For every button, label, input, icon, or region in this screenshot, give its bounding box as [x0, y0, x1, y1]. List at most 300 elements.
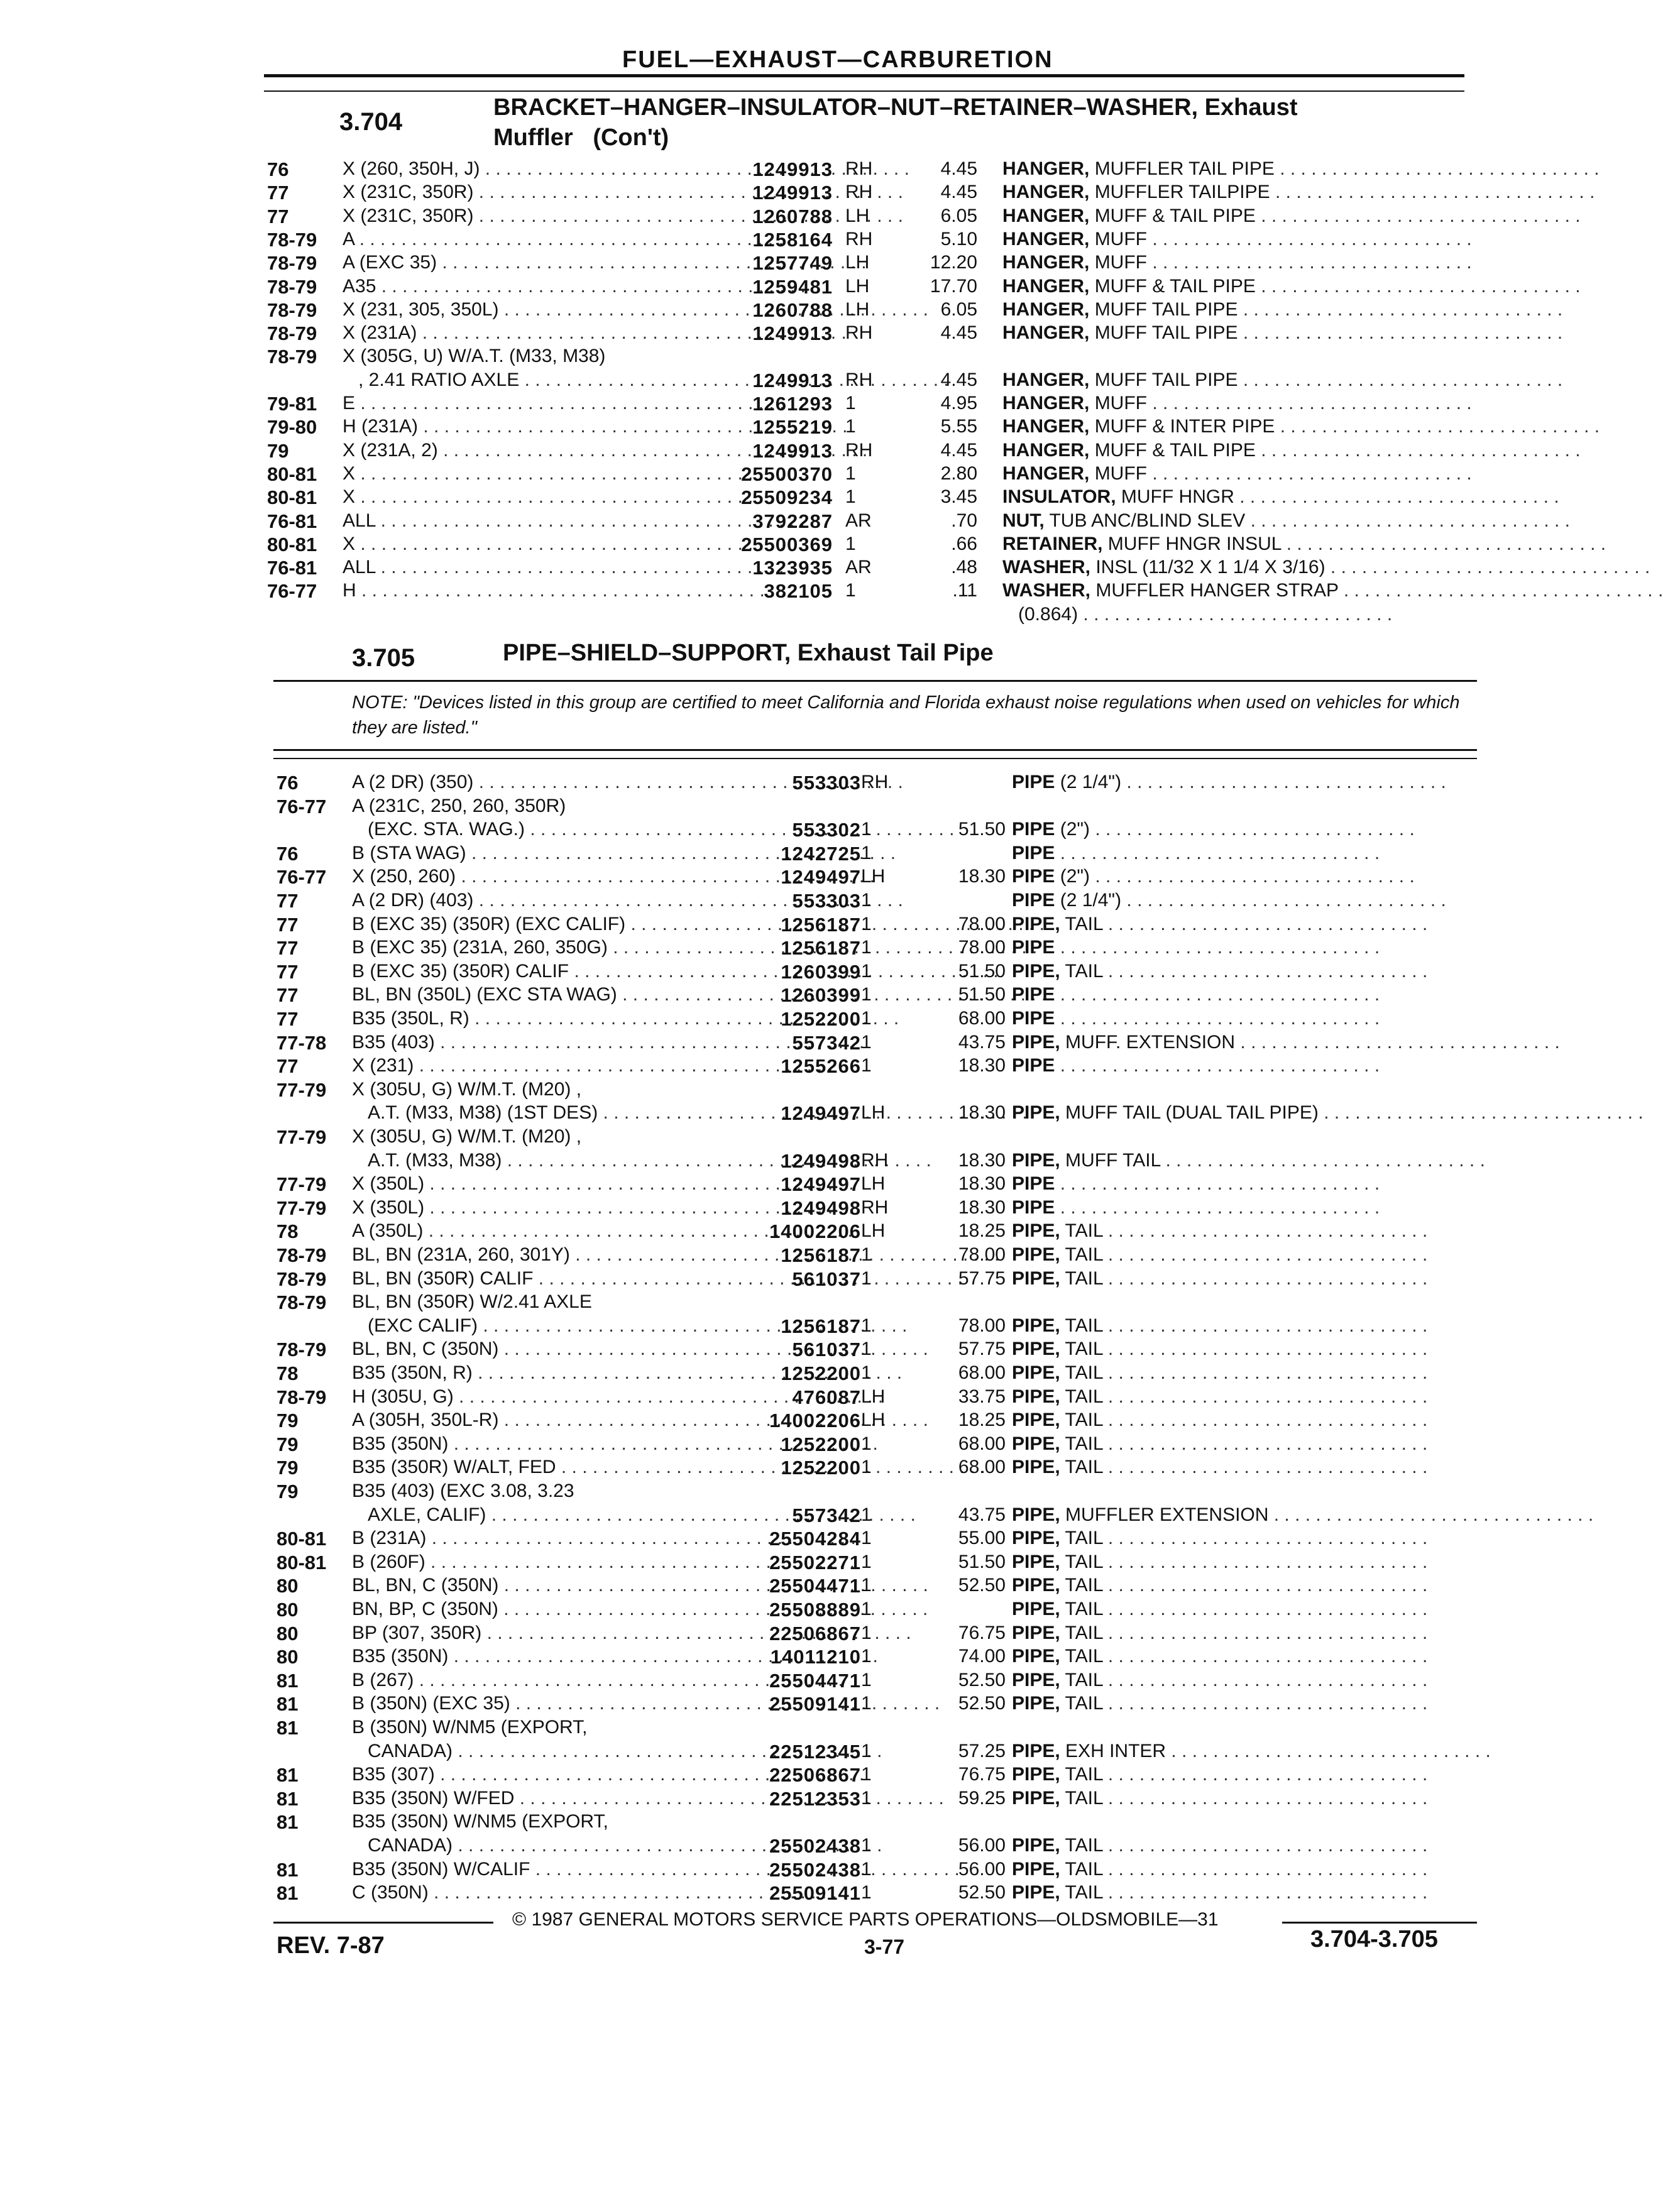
description: HANGER, MUFF TAIL PIPE . . . . . . . . . . . . . . . . . . . . . . . . . . . . . . . [1002, 322, 1563, 344]
row-model-cont: AXLE, CALIF) . . . [368, 1504, 691, 1526]
row-year: 80 [277, 1575, 299, 1597]
row-year: 80-81 [267, 486, 317, 509]
row-year: 81 [277, 1669, 299, 1692]
row-model: X (260, 350H, J) . . . [343, 158, 669, 180]
row-model: X (231A, 2) . . . [343, 440, 669, 461]
part-number: 1256187 [781, 1244, 861, 1266]
section-rule [273, 680, 1477, 682]
description-text: TAIL [1065, 1787, 1103, 1809]
part-number: 22512345 [769, 1740, 861, 1763]
part-number: 1249913 [752, 439, 833, 462]
part-number: 1249497 [781, 1102, 861, 1125]
price: 18.25 [958, 1410, 1006, 1431]
description: PIPE, MUFFLER EXTENSION . . . . . . . . . . . . . . . . . . . . . . . . . . . . . . . [1012, 1504, 1594, 1525]
price: 18.30 [958, 866, 1006, 887]
description-keyword: PIPE, [1012, 960, 1060, 982]
price: 51.50 [958, 819, 1006, 840]
price: 4.45 [940, 369, 977, 390]
table-row [277, 843, 1483, 867]
part-number: 1249497 [781, 866, 861, 889]
description: PIPE, TAIL . . . . . . . . . . . . . . . . . . . . . . . . . . . . . . . [1012, 1599, 1428, 1619]
section-title: PIPE–SHIELD–SUPPORT, Exhaust Tail Pipe [503, 640, 994, 666]
quantity: 1 [861, 1858, 872, 1880]
description-text: TAIL [1065, 1669, 1103, 1690]
description: PIPE (2 1/4") . . . . . . . . . . . . . . . . . . . . . . . . . . . . . . . [1012, 772, 1446, 792]
part-number: 1242725 [781, 842, 861, 865]
row-model: X (231A) . . . [343, 322, 669, 344]
description-text: (2") [1060, 819, 1090, 840]
price: 57.75 [958, 1268, 1006, 1289]
row-year: 78-79 [267, 298, 317, 321]
row-year: 78-79 [267, 275, 317, 298]
part-number: 22512353 [769, 1787, 861, 1810]
description-keyword: HANGER, [1002, 439, 1090, 461]
row-year: 81 [277, 1882, 299, 1905]
table-row [277, 890, 1483, 914]
description: PIPE, TAIL . . . . . . . . . . . . . . . . . . . . . . . . . . . . . . . [1012, 1764, 1428, 1785]
description: PIPE . . . . . . . . . . . . . . . . . . . . . . . . . . . . . . . [1012, 984, 1380, 1005]
description: PIPE, TAIL . . . . . . . . . . . . . . . . . . . . . . . . . . . . . . . [1012, 1315, 1428, 1336]
row-model: BL, BN (350R) W/2.41 AXLE [352, 1291, 592, 1313]
part-number: 1256187 [781, 1315, 861, 1337]
description-text: MUFFLER EXTENSION [1065, 1504, 1269, 1525]
description-text: MUFF HNGR INSUL [1107, 533, 1282, 554]
table-row [277, 1623, 1483, 1646]
table-row [277, 1882, 1483, 1906]
description-text: TAIL [1065, 1339, 1103, 1360]
description-text: TAIL [1065, 1622, 1103, 1643]
description-keyword: PIPE [1012, 1196, 1055, 1218]
description: PIPE, TAIL . . . . . . . . . . . . . . . . . . . . . . . . . . . . . . . [1012, 1669, 1428, 1690]
description-keyword: PIPE, [1012, 1882, 1060, 1903]
row-model: C (350N) . . . [352, 1882, 691, 1903]
price: 18.30 [958, 1196, 1006, 1218]
price: 55.00 [958, 1528, 1006, 1549]
quantity: 1 [861, 1622, 872, 1643]
row-year: 76-77 [277, 866, 327, 889]
table-row [277, 772, 1483, 796]
quantity: 1 [861, 1693, 872, 1714]
price: 51.50 [958, 1551, 1006, 1572]
description: HANGER, MUFF & TAIL PIPE . . . . . . . . . . . . . . . . . . . . . . . . . . . . . . . [1002, 205, 1581, 226]
row-model: BL, BN, C (350N) . . . [352, 1339, 691, 1360]
section-subtitle: Muffler (Con't) [493, 124, 669, 151]
description: HANGER, MUFF . . . . . . . . . . . . . . . . . . . . . . . . . . . . . . . [1002, 393, 1472, 413]
row-year: 77-79 [277, 1196, 327, 1219]
description: HANGER, MUFF & TAIL PIPE . . . . . . . . . . . . . . . . . . . . . . . . . . . . . . . [1002, 275, 1581, 297]
quantity: 1 [861, 1433, 872, 1454]
quantity: 1 [861, 1504, 872, 1525]
description: HANGER, MUFF & TAIL PIPE . . . . . . . . . . . . . . . . . . . . . . . . . . . . . . . [1002, 439, 1581, 461]
part-number: 25502438 [769, 1835, 861, 1857]
part-number: 3792287 [752, 510, 833, 532]
price: 18.30 [958, 1102, 1006, 1124]
description: NUT, TUB ANC/BLIND SLEV . . . . . . . . . . . . . . . . . . . . . . . . . . . . . . . [1002, 510, 1571, 531]
row-model: E . . . [343, 393, 669, 414]
part-number: 1257749 [752, 252, 833, 275]
revision: REV. 7-87 [277, 1932, 385, 1959]
row-year: 78-79 [267, 322, 317, 345]
quantity: 1 [861, 1339, 872, 1360]
description-cont: (0.864) . . . . . . . . . . . . . . . . . . . . . . . . . . . . . . [1018, 603, 1393, 625]
row-model: B35 (350R) W/ALT, FED . . . [352, 1457, 691, 1478]
row-year: 76-81 [267, 557, 317, 579]
row-model: B (350N) (EXC 35) . . . [352, 1693, 691, 1714]
table-row [277, 1150, 1483, 1174]
row-model: B35 (350N) W/CALIF . . . [352, 1859, 691, 1880]
table-row [277, 1859, 1483, 1883]
description: PIPE, TAIL . . . . . . . . . . . . . . . . . . . . . . . . . . . . . . . [1012, 1693, 1428, 1714]
description-keyword: PIPE [1012, 937, 1055, 958]
description: PIPE, TAIL . . . . . . . . . . . . . . . . . . . . . . . . . . . . . . . [1012, 913, 1428, 934]
quantity: AR [845, 557, 872, 578]
row-year: 77 [277, 913, 299, 936]
section-note: NOTE: "Devices listed in this group are certified to meet California and Florida exhaust noise regulations when used on vehicles for which they are listed." [352, 693, 1460, 738]
description-text: MUFF [1094, 463, 1147, 484]
description: PIPE, TAIL . . . . . . . . . . . . . . . . . . . . . . . . . . . . . . . [1012, 1528, 1428, 1549]
table-row [277, 1528, 1483, 1552]
row-model: B35 (350L, R) . . . [352, 1008, 691, 1029]
description: PIPE, TAIL . . . . . . . . . . . . . . . . . . . . . . . . . . . . . . . [1012, 1646, 1428, 1667]
row-model: B35 (307) . . . [352, 1764, 691, 1785]
description: PIPE, TAIL . . . . . . . . . . . . . . . . . . . . . . . . . . . . . . . [1012, 1220, 1428, 1242]
row-model: B (231A) . . . [352, 1528, 691, 1549]
quantity: 1 [861, 1362, 872, 1383]
description-keyword: PIPE [1012, 819, 1055, 840]
price: 68.00 [958, 1008, 1006, 1029]
row-year: 78-79 [277, 1339, 327, 1361]
description-keyword: PIPE, [1012, 1362, 1060, 1383]
row-year: 77 [277, 1008, 299, 1030]
description: PIPE, TAIL . . . . . . . . . . . . . . . . . . . . . . . . . . . . . . . [1012, 1244, 1428, 1265]
row-year: 80-81 [277, 1528, 327, 1550]
price: 4.45 [940, 158, 977, 179]
quantity: RH [845, 322, 873, 344]
description: PIPE, TAIL . . . . . . . . . . . . . . . . . . . . . . . . . . . . . . . [1012, 1787, 1428, 1809]
description-keyword: HANGER, [1002, 228, 1090, 249]
header-rule [264, 74, 1464, 77]
description: HANGER, MUFF TAIL PIPE . . . . . . . . . . . . . . . . . . . . . . . . . . . . . . . [1002, 369, 1563, 390]
table-row [277, 1008, 1483, 1032]
row-year: 77 [277, 960, 299, 983]
description-keyword: PIPE, [1012, 1575, 1060, 1596]
description: PIPE, MUFF TAIL (DUAL TAIL PIPE) . . . . . . . . . . . . . . . . . . . . . . . . . . . . . . . [1012, 1102, 1644, 1124]
description-text: TAIL [1065, 1244, 1103, 1265]
table-row [267, 533, 1606, 557]
row-year: 81 [277, 1811, 299, 1834]
row-model: X (250, 260) . . . [352, 866, 691, 887]
quantity: 1 [861, 913, 872, 934]
row-year: 77 [277, 937, 299, 960]
price: 12.20 [930, 252, 977, 273]
part-number: 1249498 [781, 1149, 861, 1172]
quantity: 1 [861, 1528, 872, 1549]
price: 68.00 [958, 1433, 1006, 1454]
row-year: 78-79 [277, 1291, 327, 1314]
row-model-cont: (EXC. STA. WAG.) . . . [368, 819, 691, 840]
description-text: (2") [1060, 866, 1090, 887]
quantity: 1 [861, 1268, 872, 1289]
table-row [277, 961, 1483, 985]
quantity: 1 [861, 1740, 872, 1761]
quantity: RH [845, 369, 873, 390]
description: HANGER, MUFFLER TAILPIPE . . . . . . . . . . . . . . . . . . . . . . . . . . . . . . . [1002, 182, 1595, 203]
quantity: RH [861, 772, 889, 792]
price: 74.00 [958, 1646, 1006, 1667]
price: 18.30 [958, 1055, 1006, 1076]
description-keyword: PIPE, [1012, 1102, 1060, 1124]
row-model: BL, BN (231A, 260, 301Y) . . . [352, 1244, 691, 1266]
row-model: A (EXC 35) . . . [343, 252, 669, 273]
price: 76.75 [958, 1622, 1006, 1643]
price: 68.00 [958, 1457, 1006, 1478]
description-keyword: PIPE, [1012, 1764, 1060, 1785]
description: PIPE, TAIL . . . . . . . . . . . . . . . . . . . . . . . . . . . . . . . [1012, 1575, 1428, 1596]
row-model: ALL . . . [343, 557, 669, 578]
row-model: A (2 DR) (350) . . . [352, 772, 691, 793]
part-number: 1256187 [781, 937, 861, 960]
description: PIPE, TAIL . . . . . . . . . . . . . . . . . . . . . . . . . . . . . . . [1012, 1339, 1428, 1360]
part-number: 557342 [792, 1504, 861, 1526]
description-text: MUFF [1094, 393, 1147, 413]
description: PIPE . . . . . . . . . . . . . . . . . . . . . . . . . . . . . . . [1012, 1055, 1380, 1076]
row-year: 79 [277, 1410, 299, 1432]
part-number: 1255266 [781, 1055, 861, 1078]
description: HANGER, MUFFLER TAIL PIPE . . . . . . . . . . . . . . . . . . . . . . . . . . . . . . . [1002, 158, 1600, 179]
description-keyword: PIPE, [1012, 1220, 1060, 1242]
row-model: A (231C, 250, 260, 350R) [352, 795, 566, 816]
part-number: 22506867 [769, 1764, 861, 1787]
description: PIPE, TAIL . . . . . . . . . . . . . . . . . . . . . . . . . . . . . . . [1012, 1457, 1428, 1478]
description-keyword: RETAINER, [1002, 533, 1103, 554]
quantity: 1 [845, 580, 856, 601]
row-model: A . . . [343, 229, 669, 250]
quantity: RH [861, 1149, 889, 1171]
table-row [277, 1386, 1483, 1410]
table-row [277, 1197, 1483, 1221]
footer-rule-left [273, 1922, 493, 1924]
description: PIPE . . . . . . . . . . . . . . . . . . . . . . . . . . . . . . . [1012, 842, 1380, 863]
part-number: 1249498 [781, 1196, 861, 1219]
price: 4.45 [940, 439, 977, 461]
row-model: X (305U, G) W/M.T. (M20) , [352, 1126, 582, 1147]
description: PIPE, MUFF. EXTENSION . . . . . . . . . . . . . . . . . . . . . . . . . . . . . . . [1012, 1031, 1560, 1053]
price: 5.55 [940, 416, 977, 437]
price: 56.00 [958, 1835, 1006, 1856]
row-model: A (305H, 350L-R) . . . [352, 1410, 691, 1431]
part-number: 25500369 [741, 533, 833, 556]
page-number: 3-77 [864, 1936, 905, 1958]
price: 33.75 [958, 1386, 1006, 1407]
row-year: 77-79 [277, 1173, 327, 1196]
row-year: 78-79 [277, 1268, 327, 1290]
description-keyword: PIPE, [1012, 1693, 1060, 1714]
description: PIPE, TAIL . . . . . . . . . . . . . . . . . . . . . . . . . . . . . . . [1012, 1386, 1428, 1407]
table-row [277, 1693, 1483, 1717]
row-year: 79 [277, 1457, 299, 1479]
price: 18.30 [958, 1173, 1006, 1195]
row-model: B (350N) W/NM5 (EXPORT, [352, 1717, 588, 1738]
section-title: BRACKET–HANGER–INSULATOR–NUT–RETAINER–WASHER, Exhaust [493, 94, 1298, 121]
description: PIPE, TAIL . . . . . . . . . . . . . . . . . . . . . . . . . . . . . . . [1012, 1268, 1428, 1289]
quantity: LH [861, 1102, 886, 1124]
table-row [267, 182, 1595, 205]
row-model-cont: , 2.41 RATIO AXLE . . . [358, 370, 669, 391]
part-number: 22506867 [769, 1622, 861, 1645]
row-model: B35 (350N) . . . [352, 1433, 691, 1455]
table-row [277, 1055, 1483, 1079]
quantity: 1 [845, 393, 856, 413]
table-row [277, 1552, 1483, 1575]
description: PIPE . . . . . . . . . . . . . . . . . . . . . . . . . . . . . . . [1012, 1196, 1380, 1218]
table-row [277, 1670, 1483, 1694]
row-model: B35 (350N, R) . . . [352, 1362, 691, 1384]
part-number: 25504471 [769, 1575, 861, 1597]
table-row [277, 1646, 1483, 1670]
price: 78.00 [958, 1244, 1006, 1265]
row-year: 77 [277, 890, 299, 912]
row-year: 80-81 [267, 533, 317, 556]
part-number: 1252200 [781, 1433, 861, 1455]
description-text: TAIL [1065, 1386, 1103, 1407]
quantity: LH [845, 252, 870, 273]
row-year: 80 [277, 1646, 299, 1668]
description-text: MUFF TAIL PIPE [1094, 322, 1238, 344]
part-number: 476087 [792, 1386, 861, 1408]
table-row [267, 205, 1581, 229]
row-year: 76-77 [267, 580, 317, 603]
quantity: 1 [861, 937, 872, 958]
table-row [277, 1599, 1483, 1623]
table-row [267, 322, 1563, 346]
description-keyword: HANGER, [1002, 252, 1090, 273]
quantity: 1 [861, 1599, 872, 1619]
description: HANGER, MUFF TAIL PIPE . . . . . . . . . . . . . . . . . . . . . . . . . . . . . . . [1002, 298, 1563, 320]
part-number: 14002206 [769, 1220, 861, 1243]
price: 68.00 [958, 1362, 1006, 1383]
description-keyword: PIPE [1012, 1008, 1055, 1029]
row-model-cont: CANADA) . . . [368, 1741, 691, 1762]
row-model: H (231A) . . . [343, 416, 669, 437]
row-model: B (EXC 35) (350R) CALIF . . . [352, 961, 691, 982]
copyright: © 1987 GENERAL MOTORS SERVICE PARTS OPERATIONS—OLDSMOBILE—31 [512, 1909, 1219, 1930]
row-model: B35 (403) (EXC 3.08, 3.23 [352, 1481, 574, 1501]
table-row [267, 439, 1581, 464]
description: WASHER, MUFFLER HANGER STRAP . . . . . . . . . . . . . . . . . . . . . . . . . . . . . . . [1002, 580, 1663, 601]
price: 57.75 [958, 1339, 1006, 1360]
description: PIPE (2 1/4") . . . . . . . . . . . . . . . . . . . . . . . . . . . . . . . [1012, 890, 1446, 911]
description-keyword: PIPE, [1012, 1599, 1060, 1619]
description-text: MUFF HNGR [1121, 486, 1234, 508]
quantity: 1 [861, 890, 872, 911]
part-number: 1260788 [752, 205, 833, 227]
part-number: 1256187 [781, 913, 861, 936]
row-year: 81 [277, 1764, 299, 1787]
description: HANGER, MUFF & INTER PIPE . . . . . . . . . . . . . . . . . . . . . . . . . . . . . . . [1002, 416, 1600, 437]
table-row [277, 1031, 1560, 1056]
part-number: 561037 [792, 1339, 861, 1361]
table-row [267, 252, 1474, 276]
part-number: 1260399 [781, 960, 861, 983]
row-model: ALL . . . [343, 510, 669, 532]
quantity: 1 [861, 1055, 872, 1076]
row-year: 76 [277, 772, 299, 794]
part-number: 553302 [792, 819, 861, 841]
description-keyword: PIPE, [1012, 1339, 1060, 1360]
description: PIPE, TAIL . . . . . . . . . . . . . . . . . . . . . . . . . . . . . . . [1012, 1622, 1428, 1643]
price: 51.50 [958, 960, 1006, 982]
part-number: 1249497 [781, 1173, 861, 1196]
row-model: B (STA WAG) . . . [352, 843, 691, 864]
table-row [267, 463, 1474, 487]
description-keyword: HANGER, [1002, 158, 1090, 179]
quantity: 1 [861, 842, 872, 863]
description-keyword: PIPE, [1012, 1787, 1060, 1809]
table-row [267, 369, 1563, 393]
row-year: 76 [277, 842, 299, 865]
table-row [277, 937, 1483, 961]
quantity: LH [861, 1220, 886, 1242]
description-text: MUFF TAIL (DUAL TAIL PIPE) [1065, 1102, 1319, 1124]
quantity: RH [845, 182, 873, 203]
table-row [277, 1575, 1483, 1599]
quantity: 1 [861, 819, 872, 840]
table-row [277, 1315, 1483, 1339]
row-model: A35 . . . [343, 276, 669, 297]
description-keyword: HANGER, [1002, 182, 1090, 203]
row-year: 77-79 [277, 1126, 327, 1148]
row-year: 77 [277, 984, 299, 1007]
description-keyword: PIPE [1012, 984, 1055, 1005]
description-text: TUB ANC/BLIND SLEV [1049, 510, 1246, 531]
part-number: 25502438 [769, 1858, 861, 1881]
table-row [277, 914, 1483, 938]
description-text: TAIL [1065, 1693, 1103, 1714]
quantity: LH [861, 1173, 886, 1195]
table-row [267, 158, 1600, 182]
part-number: 25504471 [769, 1669, 861, 1692]
row-model: X . . . [343, 486, 669, 508]
price: 5.10 [940, 228, 977, 249]
row-model: X (231) . . . [352, 1055, 691, 1076]
table-row [267, 510, 1571, 534]
part-number: 1252200 [781, 1008, 861, 1030]
description-text: (2 1/4") [1060, 772, 1122, 792]
price: 43.75 [958, 1504, 1006, 1525]
row-year: 77 [267, 182, 289, 204]
description: PIPE, TAIL . . . . . . . . . . . . . . . . . . . . . . . . . . . . . . . [1012, 1858, 1428, 1880]
quantity: LH [861, 1386, 886, 1407]
quantity: AR [845, 510, 872, 531]
row-year: 78-79 [267, 252, 317, 275]
table-row [277, 1457, 1483, 1481]
row-year: 76-81 [267, 510, 317, 532]
description-text: TAIL [1065, 1551, 1103, 1572]
description: PIPE (2") . . . . . . . . . . . . . . . . . . . . . . . . . . . . . . . [1012, 819, 1415, 840]
price: 57.25 [958, 1740, 1006, 1761]
description-text: MUFF TAIL PIPE [1094, 369, 1238, 390]
part-number: 1249913 [752, 158, 833, 180]
description-keyword: PIPE, [1012, 1433, 1060, 1454]
row-model-cont: A.T. (M33, M38) . . . [368, 1150, 691, 1171]
price: 6.05 [940, 298, 977, 320]
quantity: 1 [861, 1008, 872, 1029]
part-number: 25508889 [769, 1599, 861, 1621]
description-text: MUFF TAIL PIPE [1094, 298, 1238, 320]
description: HANGER, MUFF . . . . . . . . . . . . . . . . . . . . . . . . . . . . . . . [1002, 252, 1472, 273]
description-text: MUFF & TAIL PIPE [1094, 205, 1256, 226]
description-text: TAIL [1065, 960, 1103, 982]
